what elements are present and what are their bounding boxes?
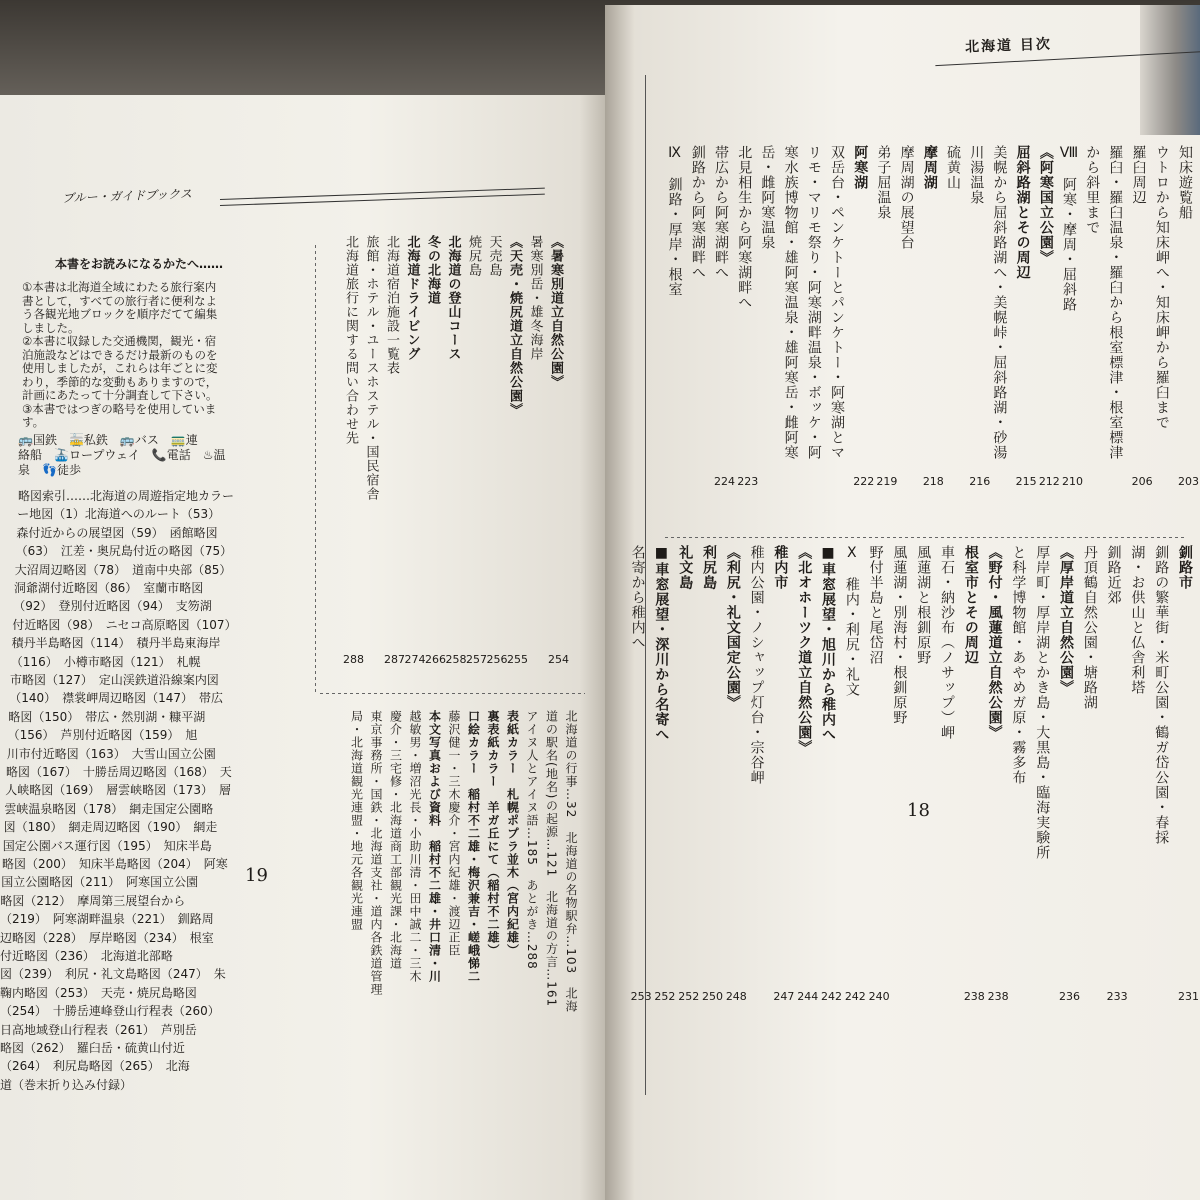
toc-page-number: 253: [630, 990, 652, 1003]
toc-page-number: 257: [466, 653, 487, 666]
toc-page-number: 248: [725, 990, 747, 1003]
section-divider-right: [665, 537, 1185, 538]
toc-entry: 寒水族博物館・雄阿寒温泉・雄阿寒岳・雌阿寒: [782, 145, 799, 460]
right-toc-top: [655, 145, 1199, 525]
toc-page-number: 233: [1106, 990, 1128, 1003]
toc-entry: 風蓮湖・別海村・根釧原野: [891, 545, 908, 725]
legend-line: 絡船 🚠ロープウェイ 📞電話 ♨温: [18, 448, 226, 462]
map-index-line: 略図索引……北海道の周遊指定地カラー: [18, 489, 235, 503]
toc-entry: 《野付・風蓮道立自然公園》: [986, 545, 1003, 740]
toc-page-number: 247: [773, 990, 795, 1003]
toc-entry: アイヌ人とアイヌ語…185 あとがき…288: [525, 710, 539, 970]
toc-page-number: 216: [969, 475, 991, 488]
howto-line: ③本書ではつぎの略号を使用していま: [22, 401, 217, 416]
toc-page-number: 258: [445, 653, 467, 666]
toc-entry: 摩周湖: [921, 145, 938, 190]
toc-entry: 川湯温泉: [968, 145, 985, 205]
map-index-line: 市略図（127） 定山渓鉄道沿線案内図: [10, 673, 219, 687]
toc-entry: Ⅷ 阿寒・摩周・屈斜路: [1061, 145, 1077, 312]
left-toc-bottom: [330, 710, 580, 1050]
toc-entry: 暑寒別岳・雄冬海岸: [527, 235, 543, 361]
toc-entry: 東京事務所・国鉄・北海道支社・道内各鉄道管理: [369, 710, 383, 996]
toc-entry: 根室市とその周辺: [962, 545, 979, 665]
toc-entry: 慶介・三宅修・北海道商工部観光課・北海道: [388, 710, 403, 970]
map-index-line: 雲峡温泉略図（178） 網走国定公園略: [4, 801, 214, 816]
toc-entry: 帯広から阿寒湖畔へ: [713, 145, 729, 280]
howto-line: ①本書は北海道全域にわたる旅行案内: [22, 280, 217, 294]
howto-line: う各観光地ブロックを順序だてて編集: [22, 307, 218, 321]
toc-page-number: 222: [853, 475, 875, 488]
toc-page-number: 231: [1178, 990, 1199, 1003]
howto-line: 泊施設などはできるだけ最新のものを: [22, 347, 218, 362]
toc-entry: 風蓮湖と根釧原野: [915, 545, 932, 665]
map-index-line: 略図（167） 十勝岳周辺略図（168） 天: [6, 765, 232, 779]
toc-entry: 道の駅名(地名)の起源…121 北海道の方言…161: [544, 710, 559, 1008]
toc-entry: ■車窓展望・深川から名寄へ: [653, 545, 670, 742]
toc-entry: 旅館・ホテル・ユースホステル・国民宿舎: [363, 235, 379, 501]
toc-entry: と科学博物館・あやめガ原・霧多布: [1010, 545, 1027, 785]
book-edge: [1140, 5, 1200, 135]
toc-entry: 礼文島: [677, 545, 694, 590]
toc-page-number: 242: [821, 990, 842, 1003]
map-index-line: （63） 江差・奥尻島付近の略図（75）: [15, 544, 233, 559]
toc-entry: 《厚岸道立自然公園》: [1058, 545, 1074, 695]
toc-entry: 羅臼周辺: [1130, 145, 1147, 205]
toc-entry: 《阿寒国立公園》: [1037, 145, 1054, 265]
toc-page-number: 250: [702, 990, 723, 1003]
toc-page-number: 218: [922, 475, 944, 488]
toc-page-number: 224: [714, 475, 735, 488]
map-index-line: ー地図（1）北海道へのルート（53）: [17, 507, 221, 522]
map-index-line: 付近略図（98） ニセコ高原略図（107）: [12, 617, 237, 632]
toc-entry: Ⅹ 稚内・利尻・礼文: [843, 545, 860, 697]
toc-page-number: 210: [1062, 475, 1083, 488]
map-index-line: 図（239） 利尻・礼文島略図（247） 朱: [0, 967, 226, 982]
map-index-line: 辺略図（228） 厚岸略図（234） 根室: [0, 930, 214, 945]
map-index-line: 森付近からの展望図（59） 函館略図: [16, 525, 218, 540]
toc-entry: 冬の北海道: [425, 235, 440, 305]
map-index-line: 鞠内略図（253） 天売・焼尻島略図: [0, 985, 197, 1000]
map-index-line: 大沼周辺略図（78） 道南中央部（85）: [14, 562, 232, 577]
map-index-line: （264） 利尻島略図（265） 北海: [0, 1059, 190, 1074]
toc-entry: 羅臼・羅臼温泉・羅臼から根室標津・根室標津: [1107, 145, 1124, 460]
toc-entry: ウトロから知床岬へ・知床岬から羅臼まで: [1153, 145, 1170, 430]
howto-line: 書として，すべての旅行者に便利なよ: [22, 293, 218, 308]
toc-page-number: 236: [1059, 990, 1080, 1003]
map-index-line: 略図（262） 羅臼岳・硫黄山付近: [0, 1041, 185, 1055]
map-index-line: （219） 阿寒湖畔温泉（221） 釧路周: [0, 912, 214, 927]
howto-line: ②本書に収録した交通機関，観光・宿: [22, 334, 217, 348]
howto-title: 本書をお読みになるかたへ……: [55, 257, 224, 271]
toc-entry: 弟子屈温泉: [875, 145, 892, 220]
toc-entry: 釧路から阿寒湖畔へ: [689, 145, 706, 280]
column-divider-left: [315, 245, 316, 695]
map-index-line: 人峡略図（169） 層雲峡略図（173） 層: [5, 783, 231, 798]
running-head-right: 北海道 目次: [964, 36, 1053, 56]
map-index-line: （140） 襟裳岬周辺略図（147） 帯広: [9, 691, 223, 706]
toc-entry: 焼尻島: [466, 235, 481, 277]
toc-entry: 美幌から屈斜路湖へ・美幌峠・屈斜路湖・砂湯: [991, 145, 1008, 460]
toc-entry: リモ・マリモ祭り・阿寒湖畔温泉・ボッケ・阿: [805, 145, 822, 460]
toc-entry: 屈斜路湖とその周辺: [1014, 145, 1031, 280]
left-toc-top: [330, 235, 570, 675]
toc-page-number: 266: [425, 653, 446, 666]
right-page: [605, 5, 1200, 1200]
map-index-line: （156） 芦別付近略図（159） 旭: [7, 728, 198, 743]
toc-page-number: 219: [876, 475, 898, 488]
toc-entry: ■車窓展望・旭川から稚内へ: [820, 545, 836, 742]
toc-page-number: 287: [384, 653, 405, 666]
map-index-line: 洞爺湖付近略図（86） 室蘭市略図: [14, 581, 204, 595]
running-head-left: ブルー・ガイドブックス: [61, 186, 193, 206]
toc-entry: 車石・納沙布（ノサップ）岬: [939, 545, 955, 740]
toc-entry: 釧路近郊: [1105, 545, 1122, 605]
left-page: [0, 95, 610, 1200]
toc-entry: 《利尻・礼文国定公園》: [724, 545, 741, 710]
toc-page-number: 274: [404, 653, 426, 666]
toc-page-number: 254: [548, 653, 569, 666]
map-index-line: 川市付近略図（163） 大雪山国立公園: [6, 746, 216, 761]
howto-line: 計画にあたって十分調査して下さい。: [22, 388, 218, 402]
toc-page-number: 256: [486, 653, 508, 666]
toc-page-number: 206: [1131, 475, 1153, 488]
howto-line: わり，季節的な変動もありますので，: [22, 374, 218, 389]
toc-page-number: 240: [868, 990, 890, 1003]
toc-page-number: 252: [654, 990, 676, 1003]
map-index-line: 日高地域登山行程表（261） 芦別岳: [0, 1022, 197, 1037]
toc-page-number: 203: [1178, 475, 1199, 488]
toc-entry: 北海道宿泊施設一覧表: [384, 235, 399, 375]
toc-page-number: 212: [1038, 475, 1060, 488]
toc-entry: 口絵カラー 稲村不二雄・梅沢兼吉・嵯峨悌二: [466, 710, 481, 983]
toc-page-number: 238: [987, 990, 1009, 1003]
toc-entry: 北海道旅行に関する問い合わせ先: [343, 235, 358, 445]
toc-entry: 北海道の行事…32 北海道の名物駅弁…103 北海: [564, 710, 578, 1014]
toc-page-number: 255: [507, 653, 528, 666]
map-index-line: 道（巻末折り込み付録）: [0, 1077, 133, 1092]
toc-entry: 釧路市: [1177, 545, 1193, 590]
right-toc-bottom: [620, 545, 1199, 1045]
toc-page-number: 252: [678, 990, 700, 1003]
running-head-rule-left-2: [220, 194, 545, 206]
howto-line: す。: [22, 415, 45, 429]
toc-entry: 厚岸町・厚岸湖とかき島・大黒島・臨海実験所: [1034, 545, 1051, 860]
toc-entry: 野付半島と尾岱沼: [867, 545, 884, 665]
map-index-line: （254） 十勝岳連峰登山行程表（260）: [0, 1004, 220, 1019]
toc-entry: から斜里まで: [1084, 145, 1101, 235]
toc-entry: 天売島: [486, 235, 502, 277]
toc-entry: 越敏男・増沼光長・小助川清・田中誠二・三木: [408, 710, 422, 983]
toc-page-number: 215: [1015, 475, 1037, 488]
howto-line: 使用しましたが，これらは年ごとに変: [22, 361, 218, 375]
section-divider-left: [320, 693, 585, 694]
toc-entry: 表紙カラー 札幌ポプラ並木（宮内紀雄）: [505, 710, 520, 957]
map-index-line: 略図（212） 摩周第三展望台から: [0, 893, 186, 908]
toc-entry: 裏表紙カラー 羊ガ丘にて（稲村不二雄）: [486, 710, 500, 957]
toc-entry: 岳・雌阿寒温泉: [759, 145, 776, 250]
map-index-line: 国定公園バス運行図（195） 知床半島: [2, 838, 212, 853]
toc-entry: 丹頂鶴自然公園・塘路湖: [1081, 545, 1098, 710]
running-head-rule-left: [220, 188, 545, 200]
toc-entry: 稚内公園・ノシャップ灯台・宗谷岬: [748, 545, 765, 785]
toc-entry: 稚内市: [772, 545, 789, 590]
map-index-line: 略図（150） 帯広・然別湖・糠平湖: [8, 709, 206, 724]
toc-entry: 知床遊覧船: [1177, 145, 1193, 220]
page-number-right: 18: [907, 800, 930, 821]
legend-line: 🚌国鉄 🚋私鉄 🚌バス 🚃連: [18, 433, 198, 447]
toc-page-number: 242: [844, 990, 866, 1003]
map-index-line: 図（180） 網走周辺略図（190） 網走: [3, 820, 218, 835]
howto-line: しました。: [22, 320, 80, 335]
toc-entry: 藤沢健一・三木慶介・宮内紀雄・渡辺正臣: [447, 710, 461, 957]
page-number-left: 19: [245, 865, 268, 886]
toc-entry: 双岳台・ペンケトーとパンケトー・阿寒湖とマ: [829, 145, 845, 460]
toc-entry: 本文写真および資料 稲村不二雄・井口清・川: [427, 710, 442, 983]
map-index-line: 付近略図（236） 北海道北部略: [0, 949, 173, 963]
toc-entry: 阿寒湖: [852, 145, 869, 190]
toc-entry: 《天売・焼尻道立自然公園》: [507, 235, 522, 417]
map-index-line: 積丹半島略図（114） 積丹半島東海岸: [11, 636, 221, 651]
toc-entry: 《北オホーツク道立自然公園》: [796, 545, 813, 755]
legend-line: 泉 👣徒歩: [18, 463, 81, 477]
toc-entry: Ⅸ 釧路・厚岸・根室: [666, 145, 683, 297]
toc-page-number: 244: [797, 990, 819, 1003]
toc-entry: 北海道の登山コース: [445, 235, 461, 361]
map-index-line: 国立公園略図（211） 阿寒国立公園: [1, 875, 199, 890]
toc-page-number: 238: [963, 990, 985, 1003]
toc-entry: 北見相生から阿寒湖畔へ: [736, 145, 753, 310]
toc-entry: 名寄から稚内へ: [629, 545, 646, 650]
map-index-line: 略図（200） 知床半島略図（204） 阿寒: [2, 857, 228, 871]
toc-page-number: 288: [343, 653, 364, 666]
toc-entry: 局・北海道観光連盟・地元各観光連盟: [349, 710, 364, 931]
toc-entry: 摩周湖の展望台: [898, 145, 915, 250]
map-index-line: （92） 登別付近略図（94） 支笏湖: [13, 599, 212, 614]
toc-page-number: 223: [737, 475, 759, 488]
toc-entry: 《暑寒別道立自然公園》: [548, 235, 563, 389]
toc-entry: 北海道ドライビング: [404, 235, 420, 361]
map-index-line: （116） 小樽市略図（121） 札幌: [10, 654, 201, 669]
toc-entry: 硫黄山: [945, 145, 961, 190]
toc-entry: 利尻島: [701, 545, 717, 590]
toc-entry: 釧路の繁華街・米町公園・鶴ガ岱公園・春採: [1153, 545, 1170, 845]
toc-entry: 湖・お供山と仏舎利塔: [1129, 545, 1146, 695]
